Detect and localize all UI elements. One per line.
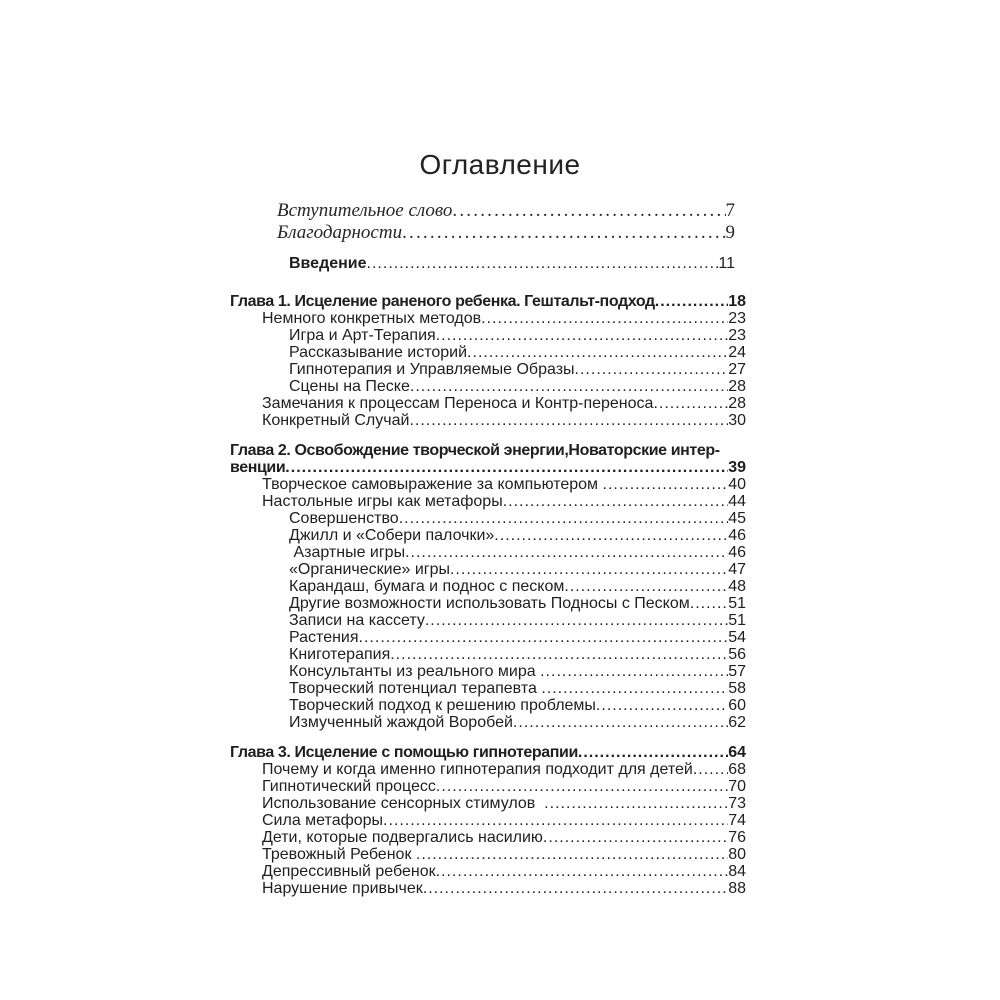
toc-entry	[230, 578, 746, 595]
chapter-heading	[230, 293, 746, 310]
introduction-section	[289, 255, 735, 272]
dot-leader	[402, 222, 725, 244]
dot-leader	[690, 595, 728, 612]
dot-leader	[541, 680, 728, 697]
dot-leader	[452, 200, 725, 222]
toc-entry	[230, 544, 746, 561]
dot-leader	[416, 846, 728, 863]
dot-leader	[367, 255, 719, 272]
page-number: 51	[728, 612, 746, 629]
entry-label: Глава 2. Освобождение творческой энергии,Новаторские интер-	[230, 442, 720, 459]
toc-entry	[230, 395, 746, 412]
dot-leader	[399, 510, 729, 527]
toc-entry	[230, 663, 746, 680]
dot-leader	[423, 880, 728, 897]
entry-label: венции	[230, 459, 286, 476]
page-number: 45	[728, 510, 746, 527]
toc-entry	[230, 612, 746, 629]
page-number: 70	[728, 778, 746, 795]
page-title: Оглавление	[419, 149, 581, 180]
entry-label: Немного конкретных методов	[262, 310, 482, 327]
entry-label: Введение	[289, 255, 367, 272]
chapter-heading	[230, 442, 746, 459]
page-number: 23	[728, 327, 746, 344]
page-number: 54	[728, 629, 746, 646]
entry-label: Глава 3. Исцеление с помощью гипнотерапии	[230, 744, 578, 761]
page-number: 7	[725, 200, 735, 221]
dot-leader	[405, 544, 728, 561]
toc-entry	[230, 629, 746, 646]
dot-leader	[390, 646, 728, 663]
dot-leader	[409, 412, 728, 429]
entry-label: Творческий потенциал терапевта	[289, 680, 542, 697]
page-number: 23	[728, 310, 746, 327]
dot-leader	[285, 459, 728, 476]
entry-label: Замечания к процессам Переноса и Контр-переноса	[262, 395, 654, 412]
entry-label: Гипнотерапия и Управляемые Образы	[289, 361, 575, 378]
dot-leader	[436, 778, 728, 795]
entry-label: Настольные игры как метафоры	[262, 493, 503, 510]
dot-leader	[383, 812, 728, 829]
page-number: 18	[728, 293, 746, 310]
toc-entry	[230, 310, 746, 327]
toc-entry	[230, 680, 746, 697]
dot-leader	[544, 795, 728, 812]
dot-leader	[575, 361, 729, 378]
chapter-block-3	[230, 744, 746, 897]
page-number: 73	[728, 795, 746, 812]
entry-label: Измученный жаждой Воробей	[289, 714, 513, 731]
entry-label: Гипнотический процесс	[262, 778, 436, 795]
page-number: 74	[728, 812, 746, 829]
dot-leader	[503, 493, 729, 510]
toc-entry	[230, 778, 746, 795]
toc-entry	[230, 846, 746, 863]
entry-label: Записи на кассету	[289, 612, 425, 629]
dot-leader	[653, 395, 728, 412]
chapter-block-1	[230, 293, 746, 429]
toc-row-front-matter	[277, 200, 735, 222]
page-number: 64	[728, 744, 746, 761]
toc-entry	[230, 795, 746, 812]
entry-label: Консультанты из реального мира	[289, 663, 541, 680]
dot-leader	[425, 612, 728, 629]
page-number: 48	[728, 578, 746, 595]
entry-label: Конкретный Случай	[262, 412, 410, 429]
entry-label: Растения	[289, 629, 359, 646]
entry-label: Почему и когда именно гипнотерапия подходит для детей	[262, 761, 693, 778]
entry-label: Творческий подход к решению проблемы	[289, 697, 596, 714]
toc-entry	[230, 761, 746, 778]
dot-leader	[450, 561, 728, 578]
chapter-heading	[230, 459, 746, 476]
page-number: 68	[728, 761, 746, 778]
entry-label: Другие возможности использовать Подносы с Песком	[289, 595, 690, 612]
page-number: 11	[718, 255, 735, 272]
toc-entry	[230, 595, 746, 612]
toc-entry	[230, 476, 746, 493]
page-number: 46	[728, 527, 746, 544]
toc-row-introduction	[289, 255, 735, 272]
toc-row-front-matter	[277, 222, 735, 244]
page-number: 58	[728, 680, 746, 697]
toc-entry	[230, 812, 746, 829]
chapter-heading	[230, 744, 746, 761]
entry-label: Совершенство	[289, 510, 399, 527]
toc-entry	[230, 697, 746, 714]
dot-leader	[494, 527, 728, 544]
page-number: 28	[728, 395, 746, 412]
entry-label: Сила метафоры	[262, 812, 384, 829]
chapters-section	[230, 293, 746, 897]
entry-label: Вступительное слово	[277, 200, 453, 221]
entry-label: Джилл и «Собери палочки»	[289, 527, 495, 544]
entry-label: Творческое самовыражение за компьютером	[262, 476, 603, 493]
toc-entry	[230, 344, 746, 361]
entry-label: Использование сенсорных стимулов	[262, 795, 545, 812]
page-number: 76	[728, 829, 746, 846]
dot-leader	[513, 714, 728, 731]
dot-leader	[603, 476, 729, 493]
toc-entry	[230, 361, 746, 378]
toc-entry	[230, 829, 746, 846]
dot-leader	[436, 327, 729, 344]
dot-leader	[410, 378, 728, 395]
toc-entry	[230, 646, 746, 663]
entry-label: Карандаш, бумага и поднос с песком	[289, 578, 565, 595]
page-number: 80	[728, 846, 746, 863]
dot-leader	[655, 293, 728, 310]
toc-entry	[230, 327, 746, 344]
page-number: 60	[728, 697, 746, 714]
entry-label: Дети, которые подвергались насилию	[262, 829, 543, 846]
dot-leader	[436, 863, 729, 880]
entry-label: «Органические» игры	[289, 561, 450, 578]
entry-label: Нарушение привычек	[262, 880, 423, 897]
page-number: 44	[728, 493, 746, 510]
dot-leader	[578, 744, 728, 761]
page-number: 51	[728, 595, 746, 612]
dot-leader	[543, 829, 728, 846]
page-number: 57	[728, 663, 746, 680]
toc-entry	[230, 714, 746, 731]
page-number: 40	[728, 476, 746, 493]
entry-label: Глава 1. Исцеление раненого ребенка. Гештальт-подход	[230, 293, 655, 310]
entry-label: Игра и Арт-Терапия	[289, 327, 436, 344]
dot-leader	[564, 578, 728, 595]
page-number: 39	[728, 459, 746, 476]
toc-entry	[230, 412, 746, 429]
entry-label: Азартные игры	[289, 544, 406, 561]
toc-entry	[230, 863, 746, 880]
entry-label: Депрессивный ребенок	[262, 863, 436, 880]
toc-entry	[230, 510, 746, 527]
page-number: 62	[728, 714, 746, 731]
page-number: 28	[728, 378, 746, 395]
dot-leader	[467, 344, 728, 361]
entry-label: Тревожный Ребенок	[262, 846, 416, 863]
entry-label: Книготерапия	[289, 646, 391, 663]
dot-leader	[540, 663, 728, 680]
entry-label: Благодарности	[277, 222, 403, 243]
front-matter-section	[277, 200, 735, 244]
entry-label: Рассказывание историй	[289, 344, 468, 361]
page-number: 47	[728, 561, 746, 578]
chapter-block-2	[230, 442, 746, 731]
toc-entry	[230, 527, 746, 544]
toc-entry	[230, 378, 746, 395]
dot-leader	[596, 697, 728, 714]
page-number: 46	[728, 544, 746, 561]
entry-label: Сцены на Песке	[289, 378, 410, 395]
dot-leader	[481, 310, 728, 327]
page-number: 30	[728, 412, 746, 429]
page-number: 56	[728, 646, 746, 663]
dot-leader	[693, 761, 728, 778]
toc-entry	[230, 493, 746, 510]
toc-entry	[230, 880, 746, 897]
page-number: 88	[728, 880, 746, 897]
toc-entry	[230, 561, 746, 578]
page-number: 84	[728, 863, 746, 880]
page-number: 9	[725, 222, 735, 243]
page-number: 27	[728, 361, 746, 378]
dot-leader	[359, 629, 729, 646]
page-number: 24	[728, 344, 746, 361]
